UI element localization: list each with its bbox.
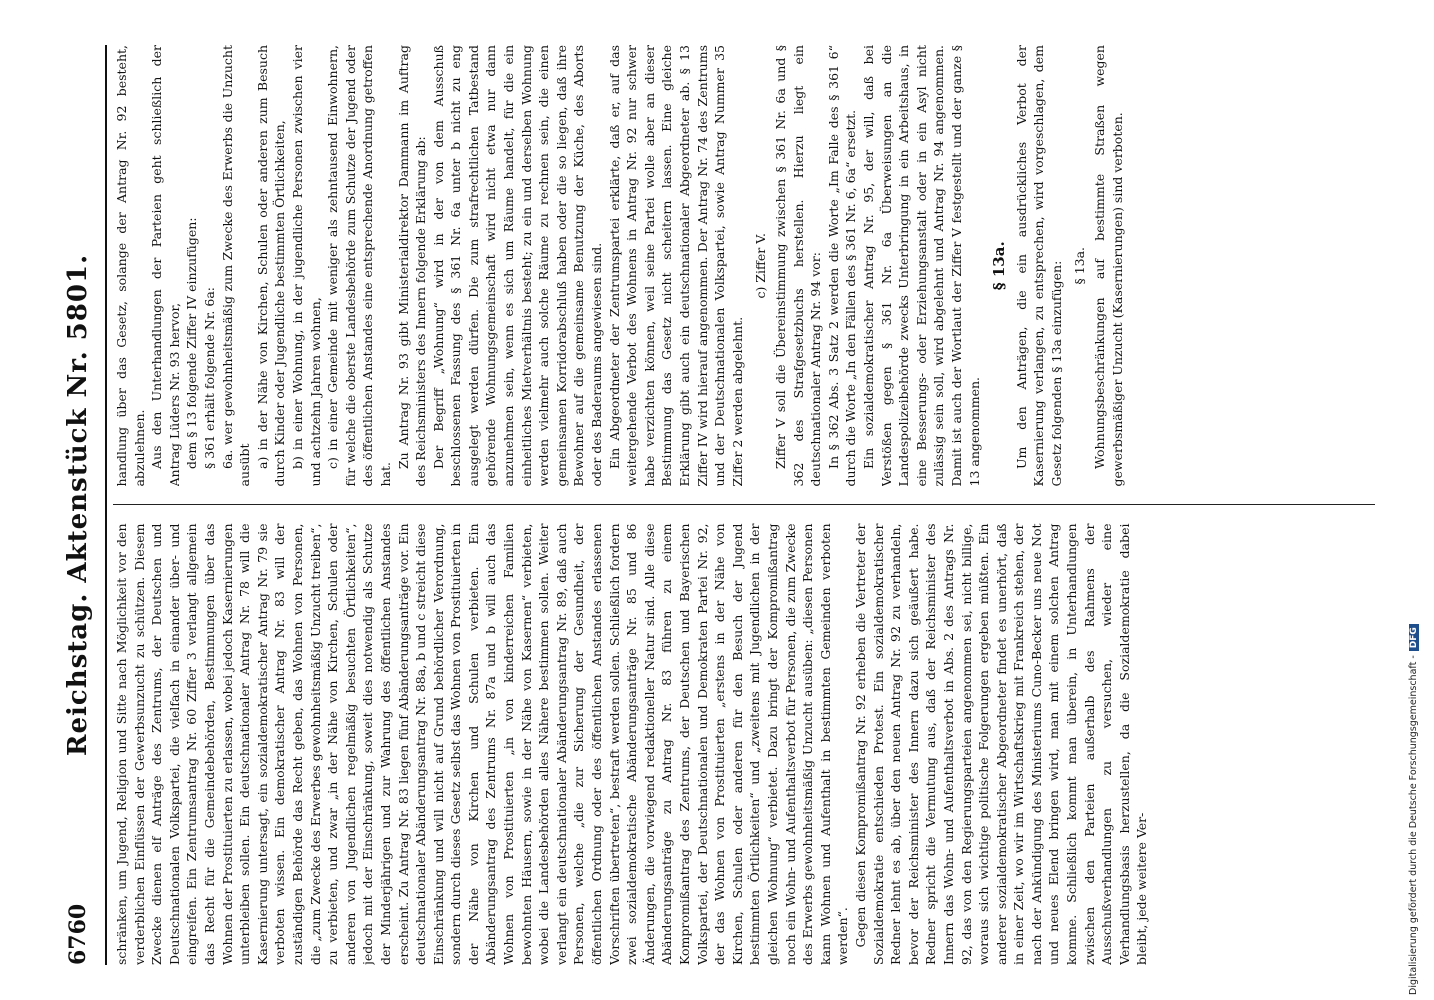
right-column xyxy=(113,45,1375,487)
digitization-credit xyxy=(1408,624,1419,995)
paragraph: Ein sozialdemokratischer Antrag Nr. 95, der will, daß bei Verstößen gegen § 361 Nr. 6a Überweisungen an die Landespolizeibehörde zwecks Unterbringung in ein Arbeitshaus, in eine Besserungs- oder Erziehungsanstalt oder in ein Asyl nicht zulässig sein soll, wird abgelehnt und Antrag Nr. 94 angenommen. Damit ist auch der Wortlaut der Ziffer V festgestellt und der ganze § 13 angenommen. xyxy=(860,45,982,487)
rotated-document-page xyxy=(55,25,1375,985)
paragraph: 6a. wer gewohnheitsmäßig zum Zwecke des Erwerbs die Unzucht ausübt xyxy=(219,45,253,487)
paragraph: dem § 13 folgende Ziffer IV einzufügen: xyxy=(184,217,200,469)
section-heading-small: § 13a. xyxy=(1072,246,1088,285)
section-heading: § 13a. xyxy=(990,241,1009,291)
credit-text: Digitalisierung gefördert durch die Deutsche Forschungsgemeinschaft - xyxy=(1408,655,1419,995)
text-columns xyxy=(113,45,1375,965)
paragraph: Ein Abgeordneter der Zentrumspartei erklärte, daß er, auf das weitergehende Verbot des Wohnens in Antrag Nr. 92 nur schwer habe verzichten können, weil seine Partei wolle aber an dieser Bestimmung das Gesetz nicht scheitern lassen. Eine gleiche Erklärung gibt auch ein deutschnationaler Abgeordneter ab. § 13 Ziffer IV wird hierauf angenommen. Der Antrag Nr. 74 des Zentrums und der Deutschnationalen Volkspartei, sowie Antrag Nummer 35 Ziffer 2 werden abgelehnt. xyxy=(606,45,745,487)
list-item: a) in der Nähe von Kirchen, Schulen oder anderen zum Besuch durch Kinder oder Jugendliche bestimmten Örtlichkeiten, xyxy=(254,45,288,487)
dfg-logo: DFG xyxy=(1409,624,1419,651)
paragraph: Aus den Unterhandlungen der Parteien geht schließlich der Antrag Lüders Nr. 93 hervor, xyxy=(149,45,182,487)
list-item: b) in einer Wohnung, in der jugendliche Personen zwischen vier und achtzehn Jahren wohnen, xyxy=(289,45,323,487)
paragraph: handlung über das Gesetz, solange der Antrag Nr. 92 besteht, abzulehnen. xyxy=(114,45,147,487)
column-divider xyxy=(113,505,1375,506)
paragraph: Ziffer V soll die Übereinstimmung zwischen § 361 Nr. 6a und § 362 des Strafgesetzbuchs herstellen. Hierzu liegt ein deutschnationaler Antrag Nr. 94 vor: xyxy=(772,45,824,487)
paragraph: Wohnungsbeschränkungen auf bestimmte Straßen wegen gewerbsmäßiger Unzucht (Kasernierungen) sind verboten. xyxy=(1092,45,1125,487)
left-column xyxy=(113,524,1375,966)
paragraph: Gegen diesen Kompromißantrag Nr. 92 erheben die Vertreter der Sozialdemokratie entschieden Protest. Ein sozialdemokratischer Redner lehnt es ab, über den neuen Antrag Nr. 92 zu verhandeln, bevor der Reichsminister des Innern dazu sich geäußert habe. Redner spricht die Vermutung aus, daß der Reichsminister des Innern das Wohn- und Aufenthaltsverbot in Abs. 2 des Antrags Nr. 92, das von den Regierungsparteien angenommen sei, nicht billige, woraus sich wichtige politische Folgerungen ergeben müßten. Ein anderer sozialdemokratischer Abgeordneter findet es unerhört, daß in einer Zeit, wo wir im Wirtschaftskrieg mit Frankreich stehen, der nach der Ankündigung des Ministeriums Cuno-Becker uns neue Not und neues Elend bringen wird, man mit einem solchen Antrag komme. Schließlich kommt man überein, in Unterhandlungen zwischen den Parteien außerhalb des Rahmens der Ausschußverhandlungen zu versuchen, wieder eine Verhandlungsbasis herzustellen, da die Sozialdemokratie dabei bleibt, jede weitere Ver- xyxy=(852,523,1150,965)
paragraph: Zu Antrag Nr. 93 gibt Ministerialdirektor Dammann im Auftrag des Reichsministers des Innern folgende Erklärung ab: xyxy=(395,45,429,487)
paragraph: In § 362 Abs. 3 Satz 2 werden die Worte „Im Falle des § 361 6“ durch die Worte „In den Fällen des § 361 Nr. 6, 6a“ ersetzt. xyxy=(825,45,859,487)
page-header xyxy=(55,45,107,965)
page-title: Reichstag. Aktenstück Nr. 5801. xyxy=(63,253,93,757)
page-number: 6760 xyxy=(65,903,91,965)
paragraph: § 361 erhält folgende Nr. 6a: xyxy=(201,286,217,469)
paragraph: Der Begriff „Wohnung“ wird in der von dem Ausschuß beschlossenen Fassung des § 361 Nr. 6a unter b nicht zu eng ausgelegt werden dürfen. Die zum strafrechtlichen Tatbestand gehörende Wohnungsgemeinschaft wird nicht etwa nur dann anzunehmen sein, wenn es sich um Räume handelt, für die ein einheitliches Mietverhältnis besteht; zu ein und derselben Wohnung werden vielmehr auch solche Räume zu rechnen sein, die einen gemeinsamen Korridorabschluß haben oder die so liegen, daß ihre Bewohner auf die gemeinsame Benutzung der Küche, des Aborts oder des Baderaums angewiesen sind. xyxy=(430,45,605,487)
paragraph: Um den Anträgen, die ein ausdrückliches Verbot der Kasernierung verlangen, zu entsprechen, wird vorgeschlagen, dem Gesetz folgenden § 13a einzufügen: xyxy=(1013,45,1064,487)
subsection-heading: c) Ziffer V. xyxy=(753,232,769,299)
paragraph: schränken, um Jugend, Religion und Sitte nach Möglichkeit vor den verderblichen Einflüssen der Gewerbsunzucht zu schützen. Diesem Zwecke dienen elf Anträge des Zentrums, der Deutschen und Deutschnationalen Volkspartei, die vielfach in einander über- und eingreifen. Ein Zentrumsantrag Nr. 60 Ziffer 3 verlangt allgemein das Recht für die Gemeindebehörden, Bestimmungen über das Wohnen der Prostituierten zu erlassen, wobei jedoch Kasernierungen unterbleiben sollen. Ein deutschnationaler Antrag Nr. 78 will die Kasernierung untersagt, ein sozialdemokratischer Antrag Nr. 79 sie verboten wissen. Ein demokratischer Antrag Nr. 83 will der zuständigen Behörde das Recht geben, das Wohnen von Personen, die „zum Zwecke des Erwerbes gewohnheitsmäßig Unzucht treiben“, zu verbieten, und zwar „in der Nähe von Kirchen, Schulen oder anderen von Jugendlichen regelmäßig besuchten Örtlichkeiten“, jedoch mit der Einschränkung, soweit dies notwendig als Schutze der Minderjährigen und zur Wahrung des öffentlichen Anstandes erscheint. Zu Antrag Nr. 83 liegen fünf Abänderungsanträge vor. Ein deutschnationaler Abänderungsantrag Nr. 88a, b und c streicht diese Einschränkung und will nicht auf Grund behördlicher Verordnung, sondern durch dieses Gesetz selbst das Wohnen von Prostituierten in der Nähe von Kirchen und Schulen verbieten. Ein Abänderungsantrag des Zentrums Nr. 87a und b will auch das Wohnen von Prostituierten „in von kinderreichen Familien bewohnten Häusern, sowie in der Nähe von Kasernen“ verbieten, wobei die Landesbehörden alles Nähere bestimmen sollen. Weiter verlangt ein deutschnationaler Abänderungsantrag Nr. 89, daß auch Personen, welche „die zur Sicherung der Gesundheit, der öffentlichen Ordnung oder des öffentlichen Anstandes erlassenen Vorschriften übertreten“, bestraft werden sollen. Schließlich fordern zwei sozialdemokratische Abänderungsanträge Nr. 85 und 86 Änderungen, die vorwiegend redaktioneller Natur sind. Alle diese Abänderungsanträge zu Antrag Nr. 83 führen zu einem Kompromißantrag des Zentrums, der Deutschen und Bayerischen Volkspartei, der Deutschnationalen und Demokraten Partei Nr. 92, der das Wohnen von Prostituierten „erstens in der Nähe von Kirchen, Schulen oder anderen für den Besuch der Jugend bestimmten Örtlichkeiten“ und „zweitens mit Jugendlichen in der gleichen Wohnung“ verbietet. Dazu bringt der Kompromißantrag noch ein Wohn- und Aufenthaltsverbot für Personen, die zum Zwecke des Erwerbs gewohnheitsmäßig Unzucht ausüben: „diesen Personen kann Wohnen und Aufenthalt in bestimmten Gemeinden verboten werden“. xyxy=(114,523,851,965)
list-item: c) in einer Gemeinde mit weniger als zehntausend Einwohnern, für welche die oberste Landesbehörde zum Schutze der Jugend oder des öffentlichen Anstandes eine entsprechende Anordnung getroffen hat. xyxy=(325,45,393,487)
